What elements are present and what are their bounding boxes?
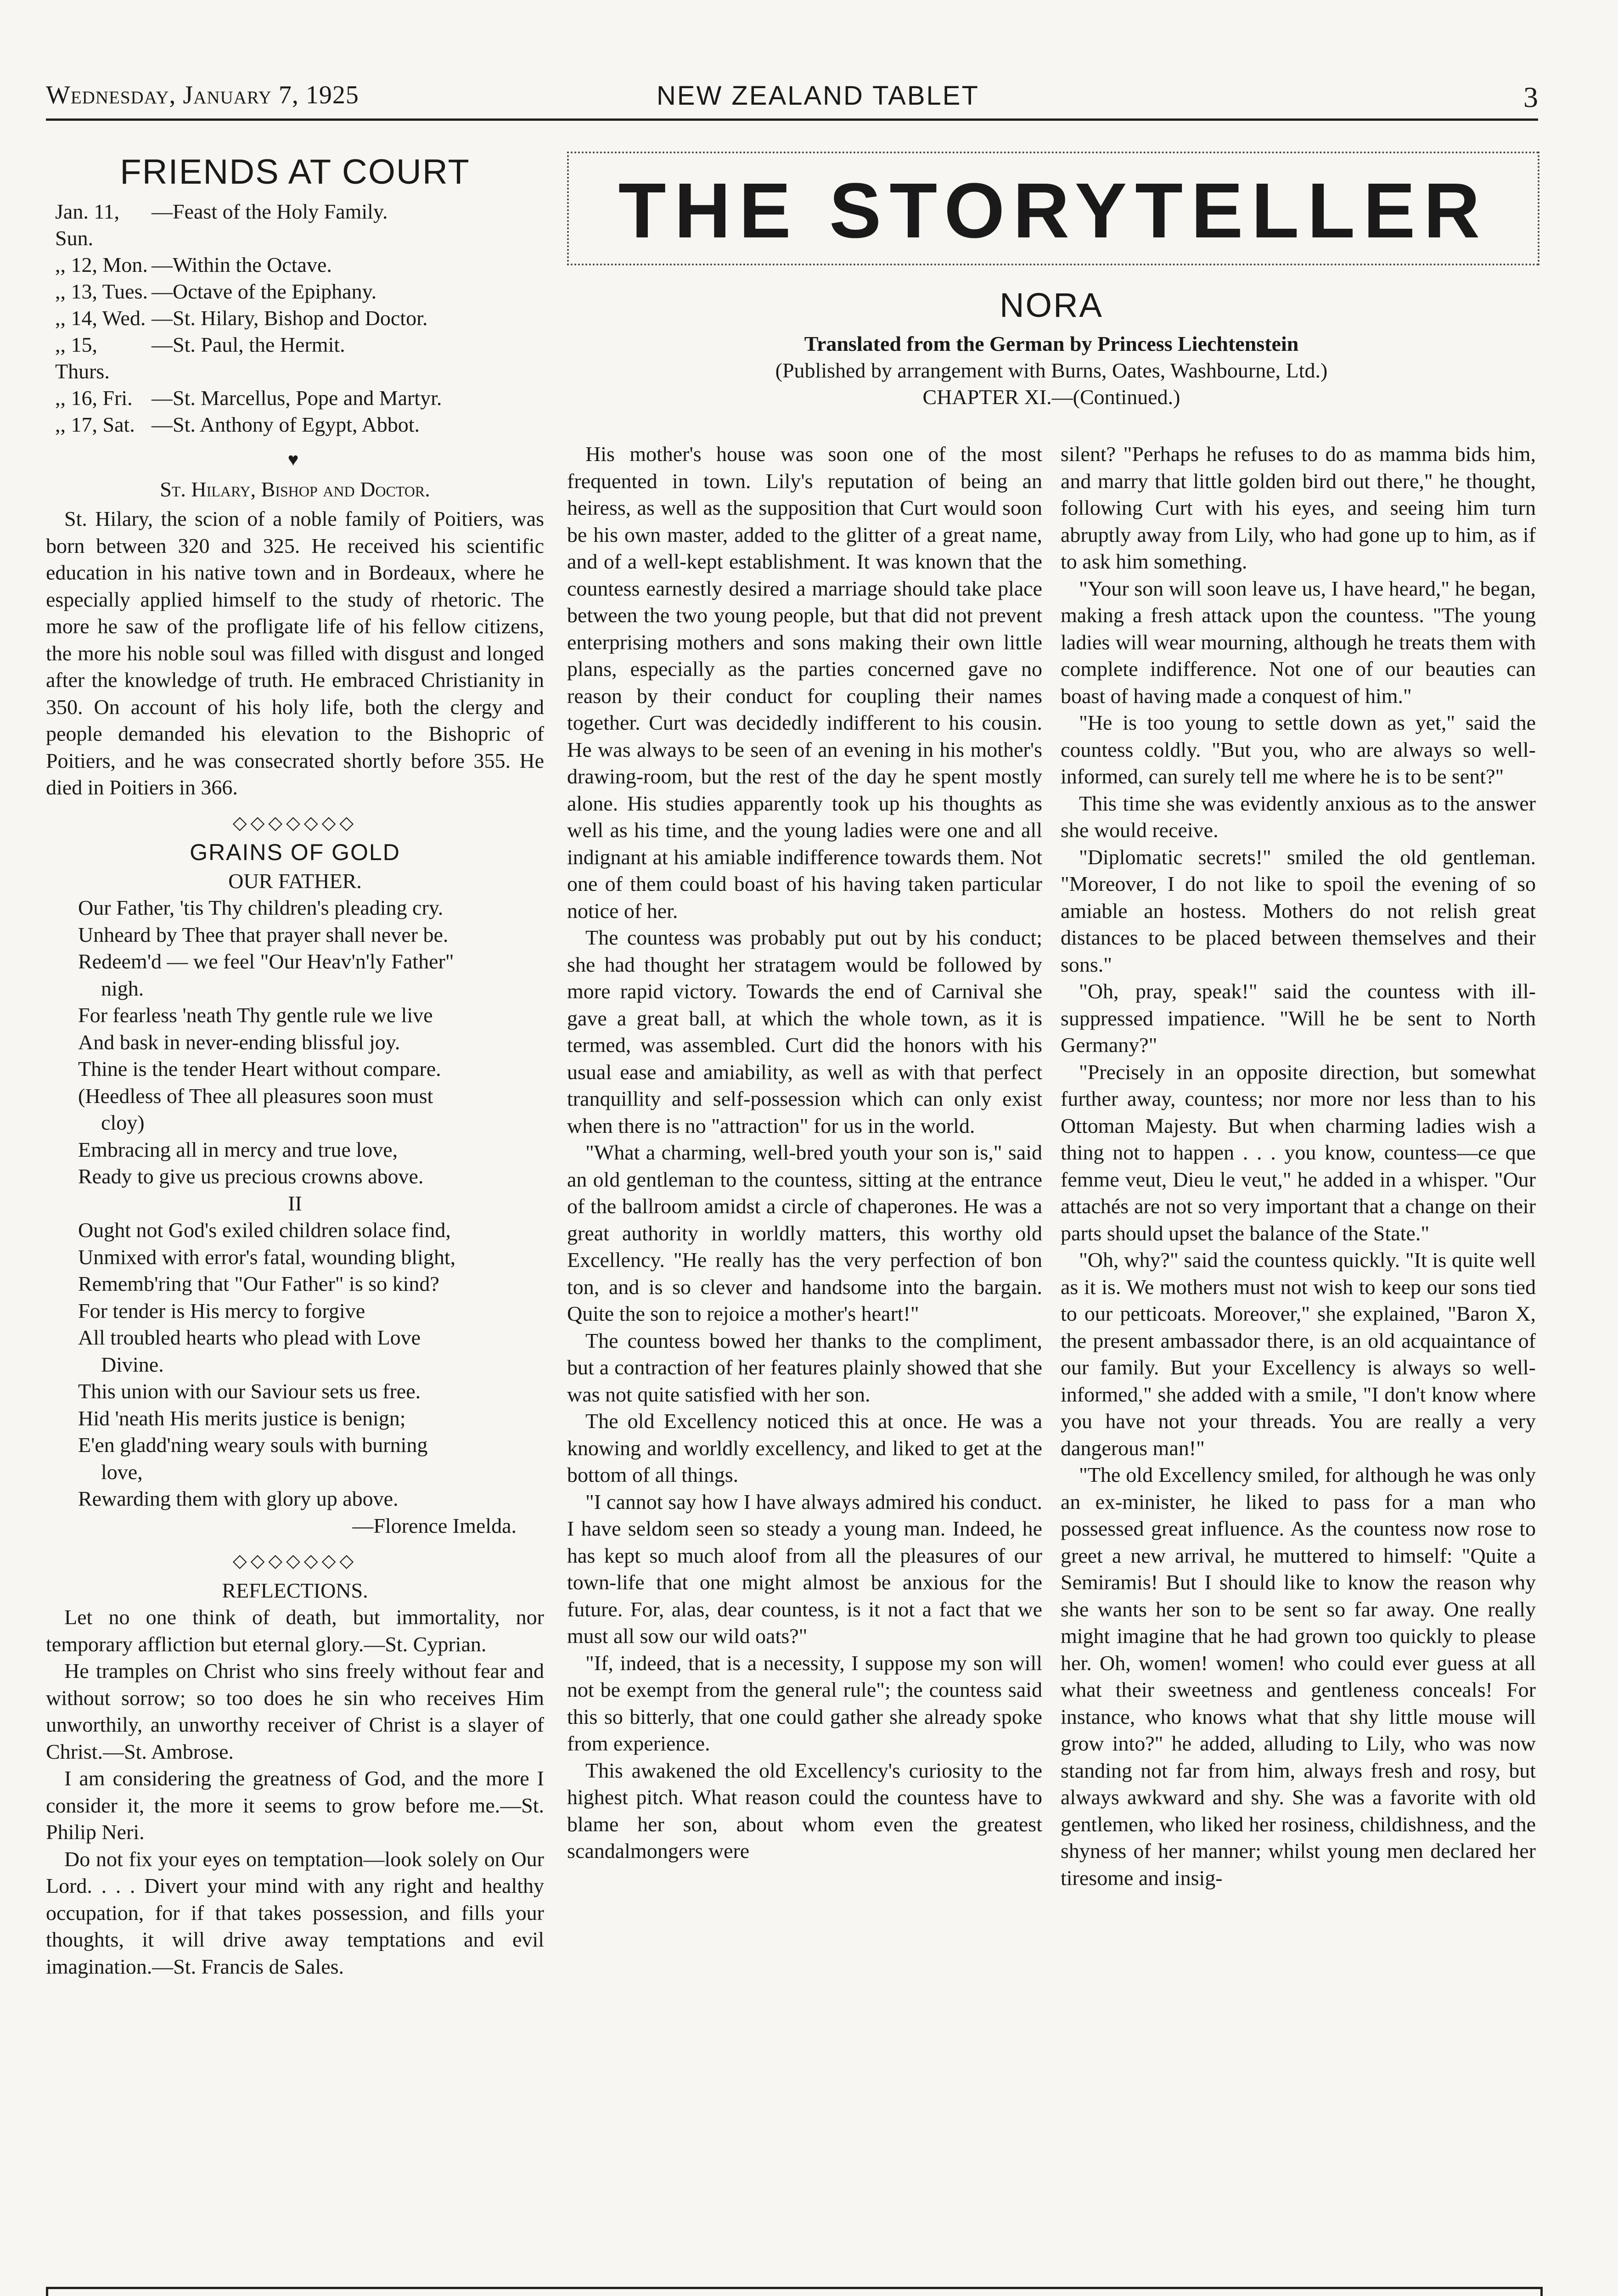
story-title: NORA: [1000, 286, 1103, 324]
poem-line: Redeem'd — we feel "Our Heav'n'ly Father": [78, 950, 454, 973]
translator-credit: Translated from the German by Princess Liechtenstein: [804, 332, 1299, 355]
poem-line: Ready to give us precious crowns above.: [78, 1165, 424, 1188]
friends-title: FRIENDS AT COURT: [120, 152, 470, 191]
poem-line: E'en gladd'ning weary souls with burning: [78, 1433, 428, 1457]
poem-title: OUR FATHER.: [228, 869, 362, 893]
hilary-heading: St. Hilary, Bishop and Doctor.: [160, 477, 430, 501]
feast-day: ,, 17, Sat.: [55, 413, 135, 436]
feast-row: [46, 278, 544, 305]
story-paragraph: "Precisely in an opposite direction, but somewhat further away, countess; nor more nor less than to his Ottoman Majesty. But when charming ladies wish a thing not to happen . . . you know, countess—ce que femme veut, Dieu le veut," he added in a whisper. "Our attachés are not so very important that a change on their parts should upset the balance of the State.": [1061, 1060, 1536, 1245]
reflections-list: [46, 1604, 544, 1980]
feast-text: —Feast of the Holy Family.: [152, 200, 388, 223]
feast-row: [46, 332, 544, 385]
issue-date: Wednesday, January 7, 1925: [46, 81, 359, 109]
ornament-divider: ◇◇◇◇◇◇◇: [232, 812, 358, 833]
feast-text: —St. Anthony of Egypt, Abbot.: [152, 413, 420, 436]
reflection-paragraph: I am considering the greatness of God, and the more I consider it, the more it seems to grow before me.—St. Philip Neri.: [46, 1767, 544, 1844]
story-paragraph: The countess was probably put out by his conduct; she had thought her stratagem would be followed by more rapid victory. Towards the end of Carnival she gave a great ball, at which the whole town, as it is termed, was assembled. Curt did the honors with his usual ease and amiability, as well as with that perfect tranquillity and self-possession which can only exist when there is no "attraction" for us in the world.: [567, 926, 1042, 1137]
story-paragraph: "The old Excellency smiled, for although he was only an ex-minister, he liked to pass for a man who possessed great influence. As the countess now rose to greet a new arrival, he muttered to himself: "Quite a Semiramis! But I should like to know the reason why she wants her son to be sent so far away. One really might imagine that he had grown too quickly to please her. Oh, women! women! who could ever guess at all what their sweetness and gentleness conceals! For instance, who knows what that shy little mouse will grow into?" he added, alluding to Lily, who was now standing not far from him, always fresh and rosy, but always awkward and shy. She was a favorite with old gentlemen, who liked her rosiness, childishness, and the shyness of her manner; whilst young men declared her tiresome and insig-: [1061, 1463, 1536, 1890]
feast-text: —Within the Octave.: [152, 253, 332, 276]
poem-line: For tender is His mercy to forgive: [78, 1299, 365, 1322]
story-paragraph: The old Excellency noticed this at once. He was a knowing and worldly excellency, and liked to get at the bottom of all things.: [567, 1409, 1042, 1486]
story-paragraph: "If, indeed, that is a necessity, I suppose my son will not be exempt from the general rule"; the countess said this so bitterly, that one could gather she already spoke from experience.: [567, 1651, 1042, 1755]
poem-line: And bask in never-ending blissful joy.: [78, 1030, 400, 1054]
header-rule: [46, 118, 1538, 121]
poem-author: —Florence Imelda.: [352, 1514, 517, 1537]
poem-line: This union with our Saviour sets us free.: [78, 1379, 421, 1403]
feast-day: ,, 12, Mon.: [55, 253, 148, 276]
story-paragraph: silent? "Perhaps he refuses to do as mamma bids him, and marry that little golden bird out there," he thought, following Curt with his eyes, and seeing him turn abruptly away from Lily, who had gone up to him, as if to ask him something.: [1061, 442, 1536, 573]
feast-day: ,, 13, Tues.: [55, 280, 148, 303]
page-number: 3: [1523, 81, 1538, 113]
story-paragraph: "Oh, pray, speak!" said the countess with ill-suppressed impatience. "Will he be sent to North Germany?": [1061, 979, 1536, 1057]
story-paragraph: "He is too young to settle down as yet," said the countess coldly. "But you, who are always so well-informed, can surely tell me where he is to be sent?": [1061, 711, 1536, 788]
poem-stanza-1: [46, 895, 544, 1190]
story-paragraph: "I cannot say how I have always admired his conduct. I have seldom seen so steady a young man. Indeed, he has kept so much aloof from all the pleasures of our town-life that one might almost be anxious for the future. For, alas, dear countess, is it not a fact that we must all sow our wild oats?": [567, 1490, 1042, 1648]
storyteller-title: THE STORYTELLER: [618, 167, 1489, 254]
poem-line: Hid 'neath His merits justice is benign;: [78, 1406, 406, 1430]
page-header: [46, 80, 1538, 122]
storyteller-banner: [567, 152, 1539, 265]
story-paragraph: His mother's house was soon one of the most frequented in town. Lily's reputation of being an heiress, as well as the supposition that Curt would soon be his own master, added to the glitter of a great name, and of a well-kept establishment. It was known that the countess earnestly desired a marriage should take place between the two young people, but that did not prevent enterprising mothers and sons making their own little plans, especially as the parties concerned gave no reason by their conduct for coupling their names together. Curt was decidedly indifferent to his cousin. He was always to be seen of an evening in his mother's drawing-room, but the rest of the day he spent mostly alone. His studies apparently took up his thoughts as well as his time, and the young ladies were one and all indignant at his amiable indifference towards them. Not one of them could boast of his having taken particular notice of her.: [567, 442, 1042, 923]
column-right: [1061, 441, 1536, 1891]
column-left: [46, 152, 544, 1980]
poem-line: For fearless 'neath Thy gentle rule we live: [78, 1003, 433, 1027]
story-paragraph: "Your son will soon leave us, I have heard," he began, making a fresh attack upon the countess. "The young ladies will wear mourning, although he treats them with complete indifference. Not one of our beauties can boast of having made a conquest of him.": [1061, 576, 1536, 708]
reflections-title: REFLECTIONS.: [222, 1578, 368, 1602]
feast-row: [46, 411, 544, 438]
feast-day: ,, 14, Wed.: [55, 306, 146, 330]
story-paragraph: "What a charming, well-bred youth your son is," said an old gentleman to the countess, sitting at the entrance of the ballroom amidst a circle of chaperones. He was a great authority in worldly matters, this worthy old Excellency. "He really has the very perfection of bon ton, and is so clever and handsome into the bargain. Quite the son to rejoice a mother's heart!": [567, 1141, 1042, 1325]
newspaper-name: NEW ZEALAND TABLET: [657, 81, 979, 111]
poem-line: Unheard by Thee that prayer shall never be.: [78, 923, 449, 946]
stanza-numeral: II: [288, 1191, 302, 1215]
poem-line: Unmixed with error's fatal, wounding blight,: [78, 1245, 456, 1269]
hilary-paragraph: St. Hilary, the scion of a noble family of Poitiers, was born between 320 and 325. He received his scientific education in his native town and in Bordeaux, where he especially applied himself to the study of rhetoric. The more he saw of the profligate life of his fellow citizens, the more his noble soul was filled with disgust and longed after the knowledge of truth. He embraced Christianity in 350. On account of his holy life, both the clergy and people demanded his elevation to the Bishopric of Poitiers, and he was consecrated shortly before 355. He died in Poitiers in 366.: [46, 507, 544, 799]
column-middle: [567, 441, 1042, 1865]
feast-day: ,, 15, Thurs.: [55, 333, 110, 383]
poem-line: nigh.: [101, 976, 144, 1000]
reflection-paragraph: Let no one think of death, but immortality, nor temporary affliction but eternal glory.—St. Cyprian.: [46, 1605, 544, 1656]
poem-line: Thine is the tender Heart without compare.: [78, 1057, 441, 1080]
feast-day: ,, 16, Fri.: [55, 386, 133, 410]
poem-line: (Heedless of Thee all pleasures soon must: [78, 1084, 433, 1108]
story-paragraph: "Diplomatic secrets!" smiled the old gentleman. "Moreover, I do not like to spoil the evening of so amiable an hostess. Mothers do not relish great distances to be placed between themselves and their sons.": [1061, 845, 1536, 976]
feast-row: [46, 252, 544, 278]
poem-line: love,: [101, 1460, 143, 1484]
feast-row: [46, 385, 544, 411]
poem-line: Rewarding them with glory up above.: [78, 1487, 399, 1510]
poem-line: Ought not God's exiled children solace find,: [78, 1218, 451, 1242]
poem-line: Divine.: [101, 1352, 164, 1376]
hotel-advertisement: [46, 2287, 1543, 2296]
story-paragraph: "Oh, why?" said the countess quickly. "It is quite well as it is. We mothers must not wish to keep our sons tied to our petticoats. Moreover," she explained, "Baron X, the present ambassador there, is an old acquaintance of our family. But your Excellency is always so well-informed," she added with a smile, "I don't know where you have not your threads. You are really a very dangerous man!": [1061, 1248, 1536, 1460]
feast-text: —Octave of the Epiphany.: [152, 280, 377, 303]
feast-day: Jan. 11, Sun.: [55, 200, 120, 250]
feast-row: [46, 305, 544, 332]
poem-stanza-2: [46, 1217, 544, 1513]
feast-text: —St. Marcellus, Pope and Martyr.: [152, 386, 442, 410]
story-paragraph: The countess bowed her thanks to the compliment, but a contraction of her features plainly showed that she was not quite satisfied with her son.: [567, 1328, 1042, 1406]
poem-line: Embracing all in mercy and true love,: [78, 1137, 398, 1161]
reflection-paragraph: Do not fix your eyes on temptation—look solely on Our Lord. . . . Divert your mind with any right and healthy occupation, for if that takes possession, and fills your thoughts, it will drive away temptations and evil imagination.—St. Francis de Sales.: [46, 1847, 544, 1978]
story-paragraph: This awakened the old Excellency's curiosity to the highest pitch. What reason could the countess have to blame her son, about whom even the greatest scandalmongers were: [567, 1758, 1042, 1863]
reflection-paragraph: He tramples on Christ who sins freely without fear and without sorrow; so too does he sin who receives Him unworthily, an unworthy receiver of Christ is a slayer of Christ.—St. Ambrose.: [46, 1659, 544, 1763]
feast-row: [46, 198, 544, 252]
story-paragraph: This time she was evidently anxious as to the answer she would receive.: [1061, 791, 1536, 842]
poem-line: Our Father, 'tis Thy children's pleading cry.: [78, 896, 444, 919]
publication-note: (Published by arrangement with Burns, Oates, Washbourne, Ltd.): [775, 359, 1328, 382]
poem-line: cloy): [101, 1111, 145, 1134]
poem-line: Rememb'ring that "Our Father" is so kind?: [78, 1272, 439, 1295]
feast-text: —St. Paul, the Hermit.: [152, 333, 345, 356]
chapter-label: CHAPTER XI.—(Continued.): [922, 385, 1180, 409]
ornament-divider: ◇◇◇◇◇◇◇: [232, 1550, 358, 1571]
grains-title: GRAINS OF GOLD: [190, 839, 400, 865]
feast-text: —St. Hilary, Bishop and Doctor.: [152, 306, 428, 330]
story-heading: [567, 285, 1536, 411]
poem-line: All troubled hearts who plead with Love: [78, 1326, 421, 1349]
heart-ornament: ♥: [287, 449, 303, 470]
feast-list: [46, 198, 544, 438]
